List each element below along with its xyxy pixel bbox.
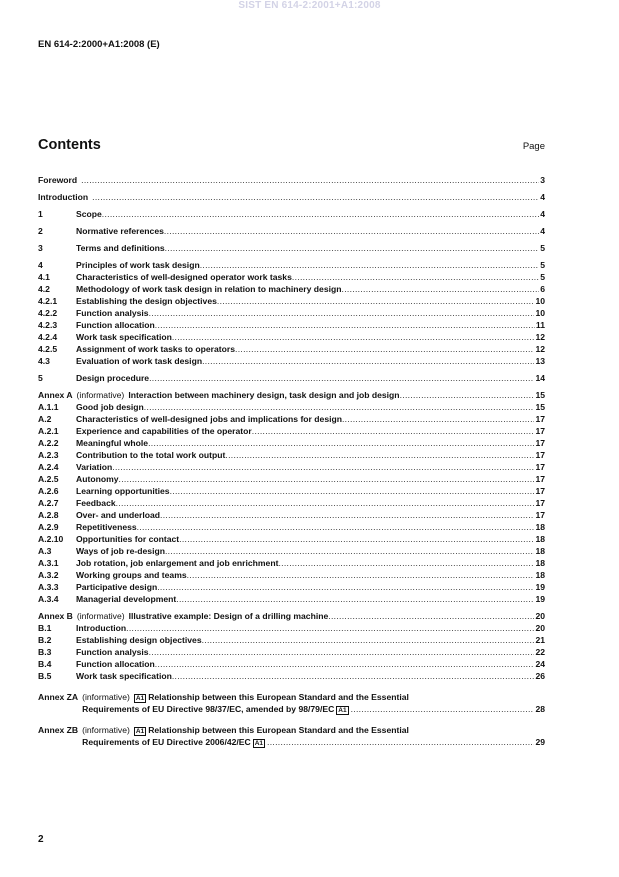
toc-entry[interactable] xyxy=(38,521,545,533)
toc-number: B.3 xyxy=(38,647,52,657)
contents-heading: Contents xyxy=(38,137,101,153)
toc-number: 5 xyxy=(38,373,43,383)
toc-number: A.3.4 xyxy=(38,594,59,604)
toc-number: 4.2.4 xyxy=(38,332,58,342)
toc-title: Learning opportunities xyxy=(76,486,170,496)
toc-page: 12 xyxy=(535,332,545,342)
toc-title: Feedback xyxy=(76,498,116,508)
toc-number: 4.3 xyxy=(38,356,50,366)
toc-page: 18 xyxy=(535,522,545,532)
toc-number: Foreword xyxy=(38,175,78,185)
toc-entry[interactable] xyxy=(38,283,545,295)
toc-number: A.2.7 xyxy=(38,498,59,508)
toc-entry[interactable] xyxy=(38,174,545,186)
toc-entry[interactable] xyxy=(38,437,545,449)
toc-title: Relationship between this European Standard and the Essential xyxy=(148,692,409,702)
toc-title: Good job design xyxy=(76,402,144,412)
toc-number: A.2.5 xyxy=(38,474,59,484)
toc-number: 4.2.1 xyxy=(38,296,58,306)
toc-number: A.3.1 xyxy=(38,558,59,568)
toc-number: A.3.2 xyxy=(38,570,59,580)
toc-title: Principles of work task design xyxy=(76,260,200,270)
toc-title: Assignment of work tasks to operators xyxy=(76,344,236,354)
toc-number: 3 xyxy=(38,243,43,253)
document-id: EN 614-2:2000+A1:2008 (E) xyxy=(38,39,160,50)
toc-entry-annex-za[interactable] xyxy=(38,691,545,715)
toc-informative-label: (informative) xyxy=(76,390,125,400)
toc-page: 4 xyxy=(540,192,545,202)
toc-number: Introduction xyxy=(38,192,89,202)
page-number: 2 xyxy=(38,834,44,845)
toc-title: Variation xyxy=(76,462,113,472)
toc-title: Participative design xyxy=(76,582,158,592)
toc-number: 4.2.5 xyxy=(38,344,58,354)
toc-entry[interactable] xyxy=(38,569,545,581)
toc-entry[interactable] xyxy=(38,658,545,670)
toc-title: Experience and capabilities of the operator xyxy=(76,426,252,436)
toc-page: 11 xyxy=(535,320,545,330)
toc-title: Function allocation xyxy=(76,320,155,330)
toc-page: 15 xyxy=(535,390,545,400)
toc-number: A.3.3 xyxy=(38,582,59,592)
toc-page: 17 xyxy=(535,438,545,448)
amendment-start-icon: A1 xyxy=(135,695,145,702)
toc-entry[interactable] xyxy=(38,634,545,646)
toc-page: 17 xyxy=(535,462,545,472)
toc-entry[interactable] xyxy=(38,401,545,413)
toc-title: Work task specification xyxy=(76,671,172,681)
toc-title: Relationship between this European Standard and the Essential xyxy=(148,725,409,735)
toc-title: Over- and underload xyxy=(76,510,161,520)
toc-page: 24 xyxy=(535,659,545,669)
toc-number: 4 xyxy=(38,260,43,270)
toc-page: 17 xyxy=(535,414,545,424)
toc-number: 4.2.3 xyxy=(38,320,58,330)
toc-title: Working groups and teams xyxy=(76,570,187,580)
toc-number: B.1 xyxy=(38,623,52,633)
toc-title: Methodology of work task design in relation to machinery design xyxy=(76,284,342,294)
toc-entry[interactable] xyxy=(38,319,545,331)
toc-entry[interactable] xyxy=(38,533,545,545)
toc-entry[interactable] xyxy=(38,225,545,237)
toc-entry-annex-b[interactable] xyxy=(38,610,545,622)
toc-entry[interactable] xyxy=(38,355,545,367)
toc-entry[interactable] xyxy=(38,461,545,473)
toc-number: B.5 xyxy=(38,671,52,681)
toc-page: 15 xyxy=(535,402,545,412)
toc-entry[interactable] xyxy=(38,593,545,605)
amendment-end-icon: A1 xyxy=(254,740,264,747)
table-of-contents xyxy=(38,174,545,748)
toc-page: 22 xyxy=(535,647,545,657)
toc-title: Autonomy xyxy=(76,474,119,484)
toc-title: Interaction between machinery design, task design and job design xyxy=(128,390,400,400)
toc-title: Establishing the design objectives xyxy=(76,296,217,306)
toc-entry[interactable] xyxy=(38,497,545,509)
toc-page: 14 xyxy=(535,373,545,383)
watermark: SIST EN 614-2:2001+A1:2008 xyxy=(238,0,381,11)
toc-entry[interactable] xyxy=(38,485,545,497)
toc-entry[interactable] xyxy=(38,449,545,461)
toc-informative-label: (informative) xyxy=(82,692,130,702)
toc-title: Job rotation, job enlargement and job enrichment xyxy=(76,558,279,568)
toc-entry[interactable] xyxy=(38,473,545,485)
toc-page: 18 xyxy=(535,558,545,568)
toc-entry[interactable] xyxy=(38,242,545,254)
toc-page: 5 xyxy=(540,272,545,282)
toc-page: 10 xyxy=(535,308,545,318)
toc-page: 29 xyxy=(535,737,545,747)
toc-entry[interactable] xyxy=(38,191,545,203)
toc-page: 18 xyxy=(535,534,545,544)
toc-title-continued: Requirements of EU Directive 2006/42/EC xyxy=(82,737,251,747)
toc-number: A.3 xyxy=(38,546,52,556)
toc-entry[interactable] xyxy=(38,208,545,220)
toc-informative-label: (informative) xyxy=(82,725,130,735)
toc-entry[interactable] xyxy=(38,259,545,271)
toc-number: A.2.10 xyxy=(38,534,64,544)
toc-page: 19 xyxy=(535,594,545,604)
amendment-end-icon: A1 xyxy=(338,707,347,714)
toc-number: Annex ZB xyxy=(38,725,79,735)
toc-title: Introduction xyxy=(76,623,127,633)
toc-title: Opportunities for contact xyxy=(76,534,180,544)
toc-entry[interactable] xyxy=(38,307,545,319)
toc-page: 4 xyxy=(540,226,545,236)
toc-number: 1 xyxy=(38,209,43,219)
toc-number: 2 xyxy=(38,226,43,236)
toc-entry[interactable] xyxy=(38,581,545,593)
toc-number: A.2.2 xyxy=(38,438,59,448)
toc-title: Function allocation xyxy=(76,659,155,669)
toc-entry[interactable] xyxy=(38,343,545,355)
amendment-start-icon: A1 xyxy=(135,728,145,735)
toc-title: Normative references xyxy=(76,226,164,236)
toc-number: A.2.4 xyxy=(38,462,59,472)
toc-number: Annex B xyxy=(38,611,73,621)
toc-page: 5 xyxy=(540,260,545,270)
toc-title: Work task specification xyxy=(76,332,172,342)
toc-title: Terms and definitions xyxy=(76,243,165,253)
toc-entry[interactable] xyxy=(38,509,545,521)
toc-page: 20 xyxy=(535,623,545,633)
toc-page: 18 xyxy=(535,546,545,556)
toc-title: Function analysis xyxy=(76,647,149,657)
toc-number: A.2.3 xyxy=(38,450,59,460)
page-column-label: Page xyxy=(522,141,545,152)
toc-number: Annex ZA xyxy=(38,692,79,702)
toc-number: B.4 xyxy=(38,659,52,669)
toc-title: Ways of job re-design xyxy=(76,546,165,556)
toc-entry[interactable] xyxy=(38,670,545,682)
toc-number: 4.2.2 xyxy=(38,308,58,318)
toc-number: A.2.6 xyxy=(38,486,59,496)
toc-page: 19 xyxy=(535,582,545,592)
toc-number: A.2.9 xyxy=(38,522,59,532)
toc-number: A.2 xyxy=(38,414,52,424)
toc-title-continued: Requirements of EU Directive 98/37/EC, amended by 98/79/EC xyxy=(82,704,335,714)
toc-number: B.2 xyxy=(38,635,52,645)
toc-title: Evaluation of work task design xyxy=(76,356,203,366)
toc-page: 26 xyxy=(535,671,545,681)
toc-page: 5 xyxy=(540,243,545,253)
toc-page: 12 xyxy=(535,344,545,354)
toc-title: Illustrative example: Design of a drilling machine xyxy=(128,611,329,621)
toc-page: 18 xyxy=(535,570,545,580)
toc-title: Meaningful whole xyxy=(76,438,149,448)
toc-entry-annex-zb[interactable] xyxy=(38,724,545,748)
toc-entry[interactable] xyxy=(38,271,545,283)
toc-page: 13 xyxy=(535,356,545,366)
toc-page: 3 xyxy=(540,175,545,185)
toc-number: 4.2 xyxy=(38,284,50,294)
toc-entry[interactable] xyxy=(38,413,545,425)
toc-page: 17 xyxy=(535,486,545,496)
toc-page: 20 xyxy=(535,611,545,621)
toc-title: Managerial development xyxy=(76,594,177,604)
toc-entry-annex-a[interactable] xyxy=(38,389,545,401)
toc-number: A.1.1 xyxy=(38,402,59,412)
toc-informative-label: (informative) xyxy=(76,611,125,621)
toc-title: Characteristics of well-designed operator work tasks xyxy=(76,272,292,282)
toc-page: 10 xyxy=(535,296,545,306)
toc-entry[interactable] xyxy=(38,545,545,557)
toc-title: Repetitiveness xyxy=(76,522,137,532)
toc-page: 17 xyxy=(535,498,545,508)
toc-page: 21 xyxy=(535,635,545,645)
toc-entry[interactable] xyxy=(38,372,545,384)
toc-entry[interactable] xyxy=(38,425,545,437)
toc-title: Design procedure xyxy=(76,373,150,383)
toc-entry[interactable] xyxy=(38,557,545,569)
toc-entry[interactable] xyxy=(38,622,545,634)
toc-page: 17 xyxy=(535,450,545,460)
toc-title: Scope xyxy=(76,209,102,219)
toc-entry[interactable] xyxy=(38,295,545,307)
toc-entry[interactable] xyxy=(38,331,545,343)
toc-entry[interactable] xyxy=(38,646,545,658)
toc-title: Characteristics of well-designed jobs and implications for design xyxy=(76,414,342,424)
toc-page: 4 xyxy=(540,209,545,219)
toc-page: 28 xyxy=(535,704,545,714)
toc-number: A.2.8 xyxy=(38,510,59,520)
toc-page: 6 xyxy=(540,284,545,294)
toc-number: A.2.1 xyxy=(38,426,59,436)
toc-page: 17 xyxy=(535,510,545,520)
toc-title: Function analysis xyxy=(76,308,149,318)
toc-page: 17 xyxy=(535,474,545,484)
toc-page: 17 xyxy=(535,426,545,436)
toc-number: 4.1 xyxy=(38,272,50,282)
toc-title: Contribution to the total work output xyxy=(76,450,226,460)
toc-title: Establishing design objectives xyxy=(76,635,202,645)
toc-number: Annex A xyxy=(38,390,73,400)
